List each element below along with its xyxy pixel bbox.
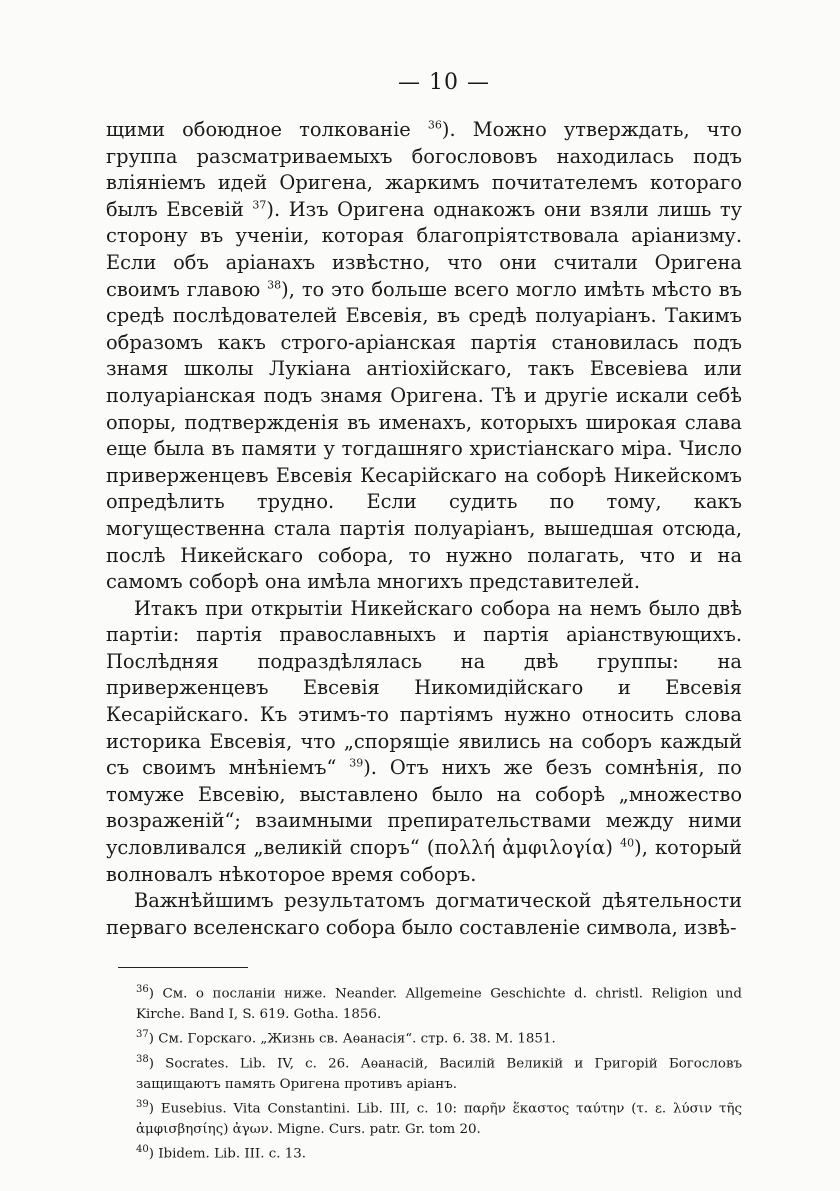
text-run: Важнѣйшимъ результатомъ догматической дѣятельности перваго вселенскаго собора было составленіе символа, извѣ- bbox=[106, 889, 742, 939]
footnote-text: ) См. о посланіи ниже. Neander. Allgemeine Geschichte d. christl. Religion und Kirche. Band I, S. 619. Gotha. 1856. bbox=[136, 986, 742, 1023]
text-run: ). Отъ нихъ же безъ сомнѣнія, по томуже Евсевію, выставлено было на соборѣ „множество возраженій“; взаимными препирательствами между ними условливался „великій споръ“ (πολλή ἀμφιλογία) bbox=[106, 756, 742, 860]
footnote-text: ) Eusebius. Vita Constantini. Lib. III, c. 10: παρῆν ἕκαστος ταύτην (τ. ε. λύσιν τῆς ἀμφισβησίης) ἀγων. Migne. Curs. patr. Gr. tom 20. bbox=[136, 1101, 742, 1137]
footnote-number: 38 bbox=[136, 1053, 149, 1065]
paragraph bbox=[106, 117, 742, 596]
footnote-divider bbox=[118, 967, 248, 968]
footnote bbox=[106, 1050, 742, 1095]
footnote-ref: 37 bbox=[252, 198, 267, 212]
text-run: ), то это больше всего могло имѣть мѣсто въ средѣ послѣдователей Евсевія, въ средѣ полуаріанъ. Такимъ образомъ какъ строго-аріанская партія становилась подъ знамя школы Лукіана антіохійскаго, такъ Евсевіева или полуаріанская подъ знамя Оригена. Тѣ и другіе искали себѣ опоры, подтвержденія въ именахъ, которыхъ широкая слава еще была въ памяти у тогдашняго христіанскаго міра. Число приверженцевъ Евсевія Кесарійскаго на соборѣ Никейскомъ опредѣлить трудно. Если судить по тому, какъ могущественна стала партія полуаріанъ, вышедшая отсюда, послѣ Никейскаго собора, то нужно полагать, что и на самомъ соборѣ она имѣла многихъ представителей. bbox=[106, 277, 742, 594]
footnote bbox=[106, 980, 742, 1025]
paragraph bbox=[106, 596, 742, 889]
footnote-number: 36 bbox=[136, 984, 149, 996]
book-page bbox=[106, 70, 742, 1164]
text-run: Итакъ при открытіи Никейскаго собора на немъ было двѣ партіи: партія православныхъ и партія аріанствующихъ. Послѣдняя подраздѣлялась на двѣ группы: на приверженцевъ Евсевія Никомидійскаго и Евсевія Кесарійскаго. Къ этимъ-то партіямъ нужно относить слова историка Евсевія, что „спорящіе явились на соборъ каждый съ своимъ мнѣніемъ“ bbox=[106, 596, 742, 780]
footnote-number: 37 bbox=[136, 1029, 149, 1041]
text-run: ). Изъ Оригена однакожъ они взяли лишь ту сторону въ ученіи, которая благопріятствовала аріанизму. Если объ аріанахъ извѣстно, что они считали Оригена своимъ главою bbox=[106, 197, 742, 301]
footnotes bbox=[106, 980, 742, 1164]
footnote bbox=[106, 1140, 742, 1165]
footnote bbox=[106, 1025, 742, 1050]
footnote-ref: 39 bbox=[349, 756, 364, 770]
body-text bbox=[106, 117, 742, 941]
footnote bbox=[106, 1095, 742, 1140]
text-run: ). Можно утверждать, что группа разсматриваемыхъ богослововъ находилась подъ вліяніемъ идей Оригена, жаркимъ почитателемъ котораго былъ Евсевій bbox=[106, 118, 742, 221]
footnote-number: 39 bbox=[136, 1098, 149, 1110]
footnote-ref: 40 bbox=[620, 836, 635, 850]
paragraph bbox=[106, 888, 742, 941]
footnote-text: ) См. Горскаго. „Жизнь св. Аѳанасія“. стр. 6. 38. М. 1851. bbox=[148, 1031, 556, 1047]
footnote-text: ) Socrates. Lib. IV, c. 26. Аѳанасій, Василій Великій и Григорій Богословъ защищаютъ память Оригена противъ аріанъ. bbox=[136, 1056, 742, 1092]
page-number: — 10 — bbox=[398, 70, 490, 95]
footnote-text: ) Ibidem. Lib. III. c. 13. bbox=[148, 1146, 307, 1162]
footnote-ref: 36 bbox=[427, 118, 442, 132]
footnote-ref: 38 bbox=[267, 278, 282, 292]
footnote-number: 40 bbox=[136, 1143, 149, 1155]
text-run: щими обоюдное толкованіе bbox=[106, 118, 428, 141]
text-run: ), который волновалъ нѣкоторое время соборъ. bbox=[106, 836, 742, 886]
